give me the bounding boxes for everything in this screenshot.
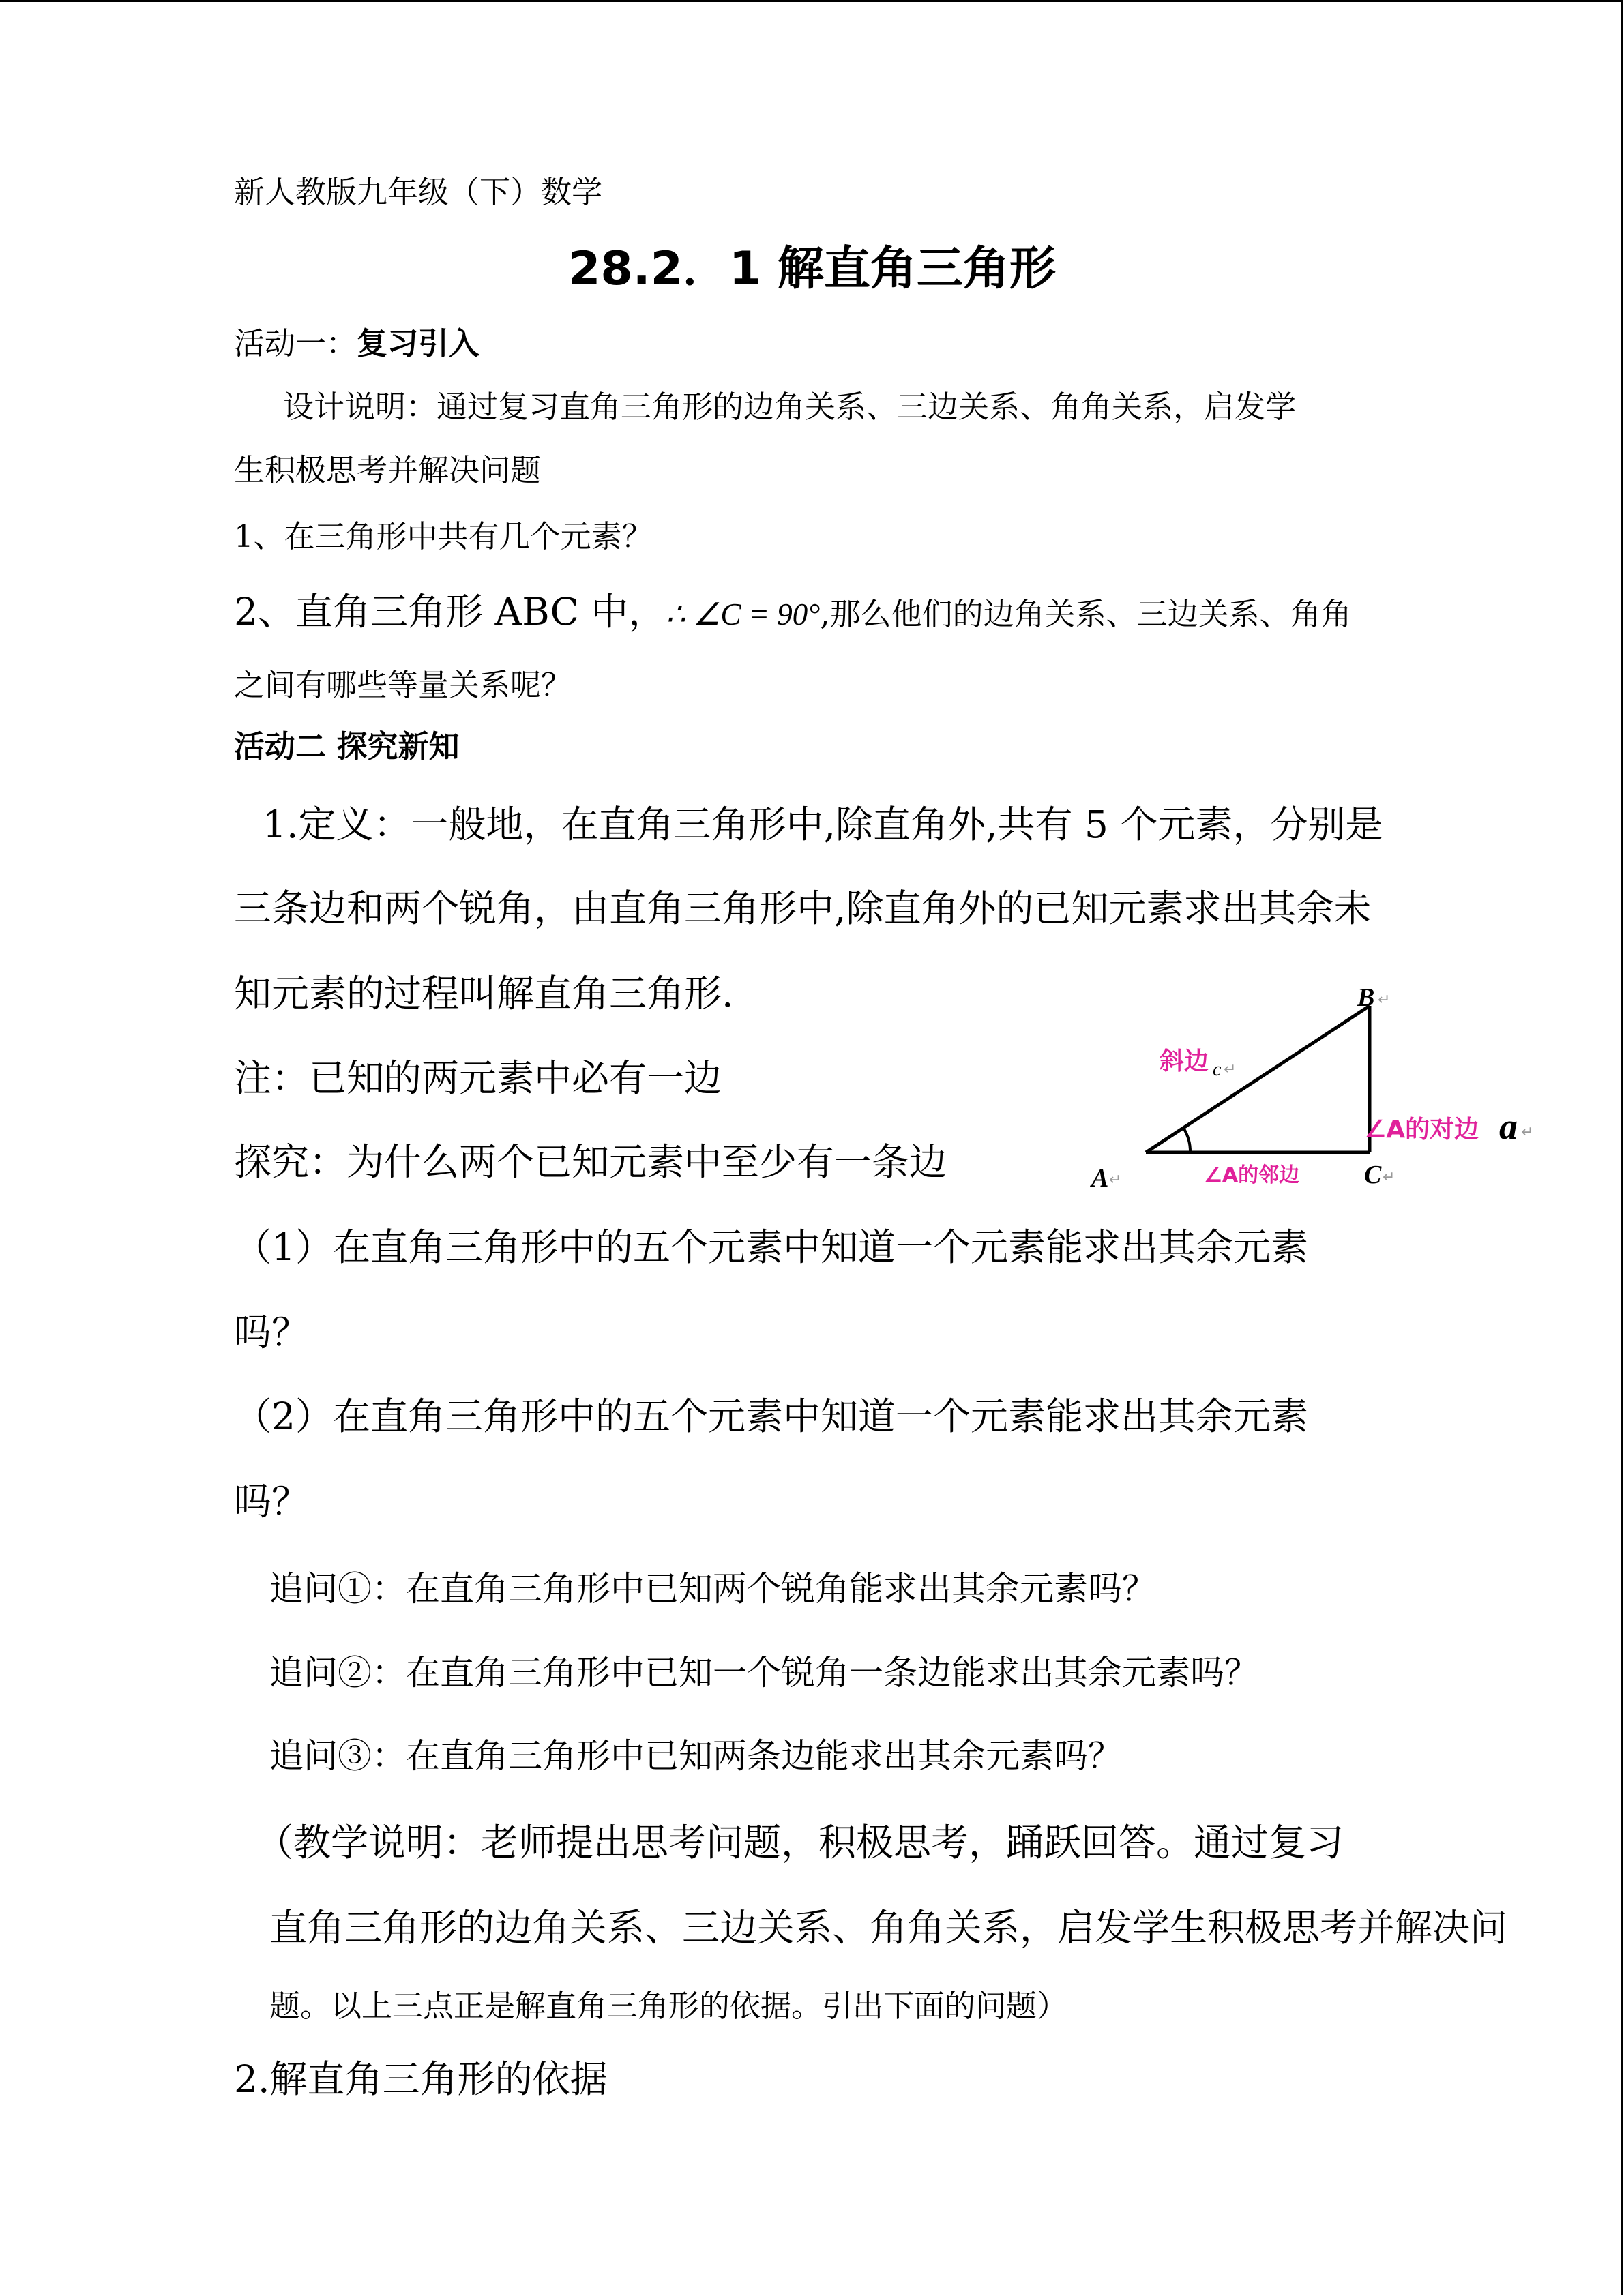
follow-up-3: 追问③：在直角三角形中已知两条边能求出其余元素吗？ <box>269 1736 1122 1776</box>
angle-a-arc <box>1183 1128 1190 1152</box>
teaching-note-line1: （教学说明：老师提出思考问题，积极思考，踊跃回答。通过复习 <box>256 1821 1344 1864</box>
follow-up-2: 追问②：在直角三角形中已知一个锐角一条边能求出其余元素吗？ <box>269 1653 1258 1693</box>
return-mark: ↵ <box>1378 992 1391 1009</box>
vertex-a-label: A <box>1091 1164 1109 1193</box>
follow-up-1: 追问①：在直角三角形中已知两个锐角能求出其余元素吗？ <box>269 1569 1156 1609</box>
question-2-text-cont: ,那么他们的边角关系、三边关系、角角 <box>820 596 1352 632</box>
activity1-heading <box>234 318 479 363</box>
subquestion-2-line2: 吗？ <box>234 1480 310 1523</box>
return-mark: ↵ <box>1521 1124 1534 1141</box>
subquestion-2-line1: （2）在直角三角形中的五个元素中知道一个元素能求出其余元素 <box>234 1395 1308 1438</box>
hypotenuse-letter: c <box>1213 1059 1222 1080</box>
activity2-heading: 活动二 探究新知 <box>234 728 460 764</box>
teaching-note-line2 <box>269 1898 1507 1952</box>
return-mark: ↵ <box>1109 1172 1122 1189</box>
activity1-name: 复习引入 <box>357 325 480 361</box>
definition-line1: 1.定义：一般地，在直角三角形中,除直角外,共有 5 个元素，分别是 <box>263 803 1383 846</box>
teaching-note-line2-text: 直角三角形的边角关系、三边关系、角角关系，启发学生积极思考并解决问 <box>269 1906 1508 1950</box>
design-note-line1: 设计说明：通过复习直角三角形的边角关系、三边关系、角角关系，启发学 <box>283 389 1297 425</box>
opposite-side-label: ∠A的对边 <box>1364 1116 1479 1144</box>
question-2-line1 <box>234 582 1352 636</box>
page-title: 28.2．1 解直角三角形 <box>568 242 1056 296</box>
teaching-note-line3: 题。以上三点正是解直角三角形的依据。引出下面的问题） <box>269 1988 1068 2024</box>
definition-line3: 知元素的过程叫解直角三角形. <box>234 972 734 1015</box>
right-triangle-figure <box>1084 965 1548 1204</box>
subquestion-1-line2: 吗？ <box>234 1311 310 1354</box>
vertex-b-label: B <box>1357 983 1375 1012</box>
side-ab <box>1146 1006 1370 1152</box>
vertex-c-label: C <box>1364 1161 1382 1189</box>
basis-heading: 2.解直角三角形的依据 <box>234 2057 608 2101</box>
return-mark: ↵ <box>1224 1061 1237 1078</box>
note-line: 注：已知的两元素中必有一边 <box>234 1056 722 1100</box>
explore-line: 探究：为什么两个已知元素中至少有一条边 <box>234 1140 947 1184</box>
question-1: 1、在三角形中共有几个元素？ <box>234 518 653 554</box>
opposite-side-letter: a <box>1499 1106 1518 1147</box>
hypotenuse-label: 斜边 <box>1160 1047 1209 1075</box>
return-mark: ↵ <box>1383 1169 1396 1186</box>
header-subject: 新人教版九年级（下）数学 <box>234 174 603 210</box>
subquestion-1-line1: （1）在直角三角形中的五个元素中知道一个元素能求出其余元素 <box>234 1225 1308 1269</box>
adjacent-side-label: ∠A的邻边 <box>1204 1163 1300 1187</box>
question-2-text: 2、直角三角形 ABC 中， <box>234 590 666 633</box>
design-note-line2: 生积极思考并解决问题 <box>234 452 542 488</box>
definition-line2: 三条边和两个锐角，由直角三角形中,除直角外的已知元素求出其余未 <box>234 886 1372 930</box>
angle-c-formula: ∴ ∠C = 90° <box>666 597 821 631</box>
activity1-prefix: 活动一： <box>234 325 357 361</box>
question-2-line2: 之间有哪些等量关系呢？ <box>234 667 572 703</box>
